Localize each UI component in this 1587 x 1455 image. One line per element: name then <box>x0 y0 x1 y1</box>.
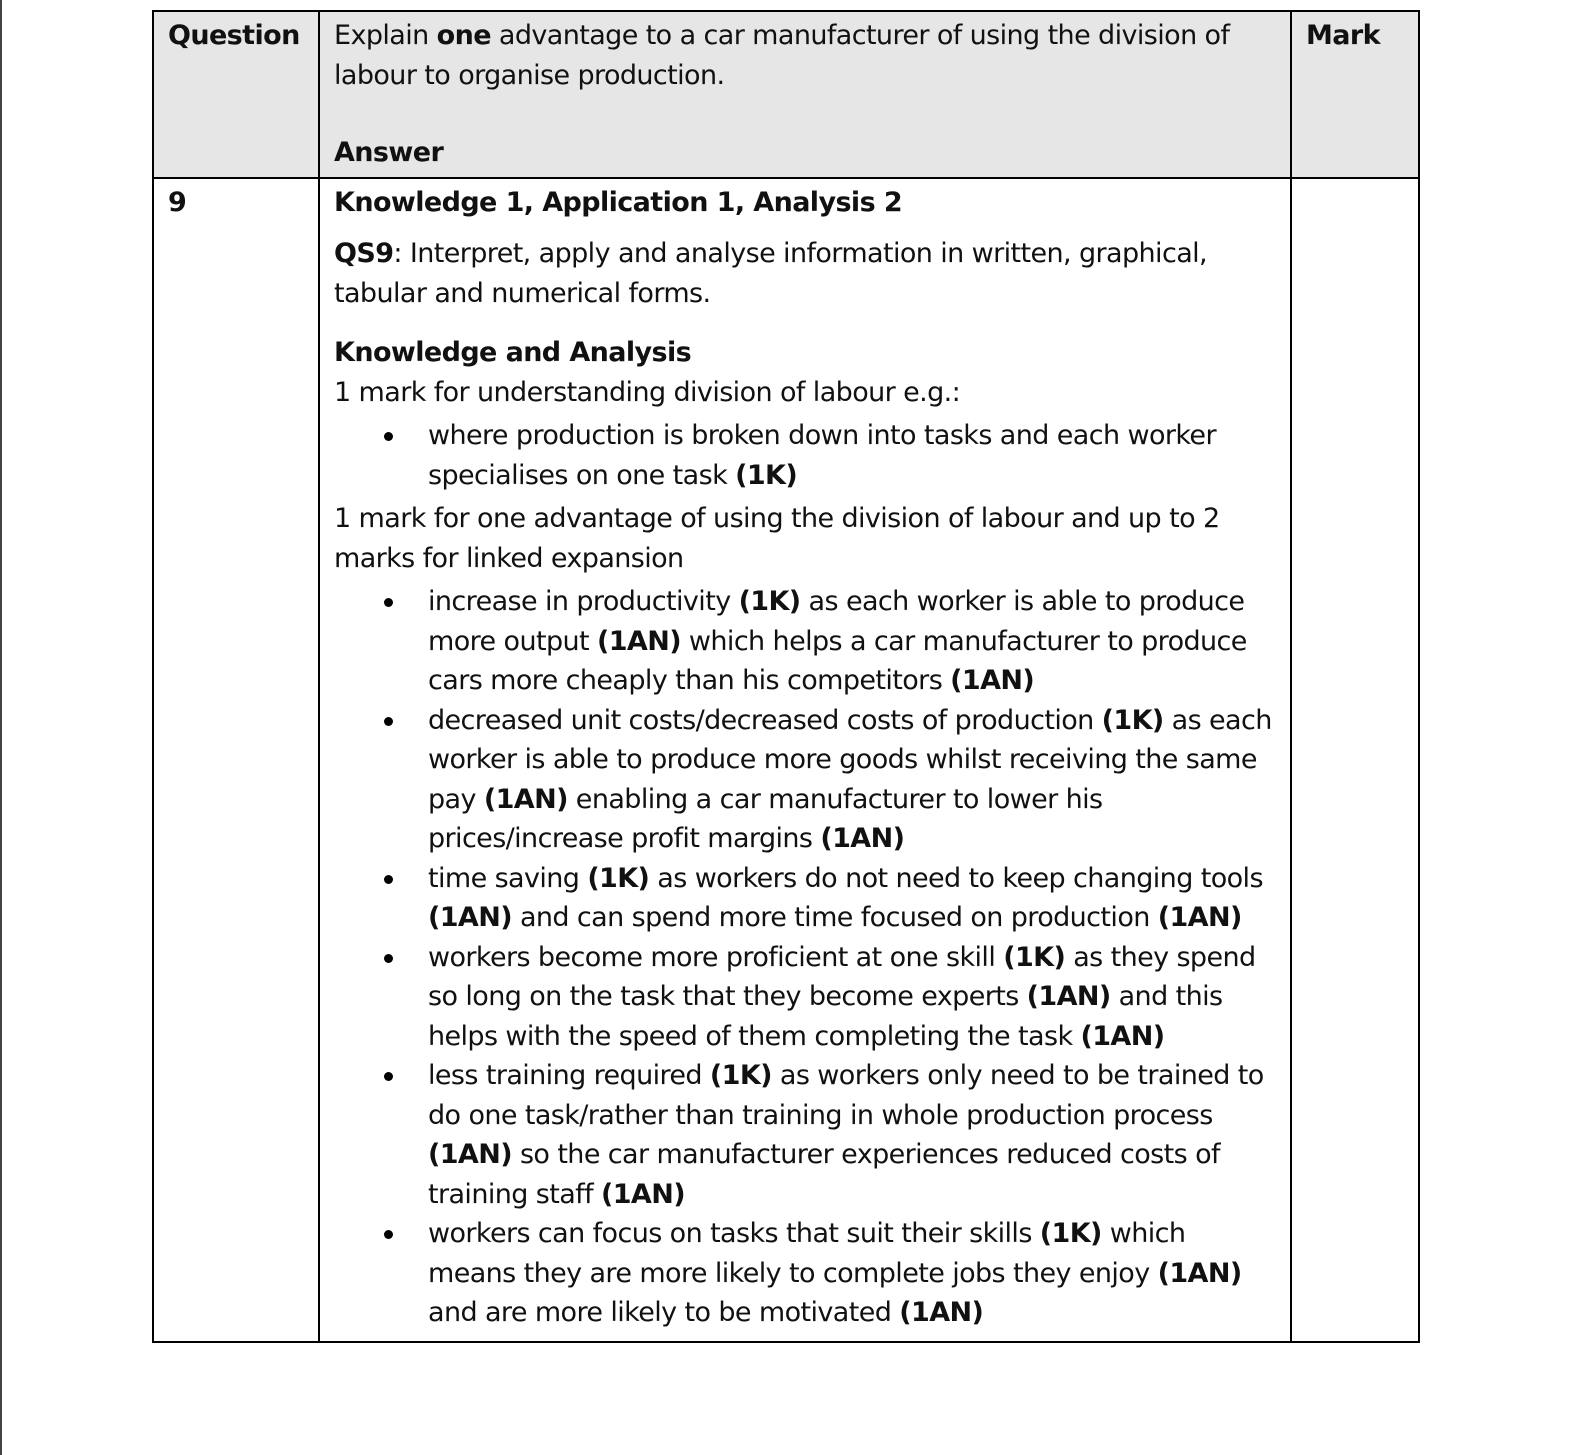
list-item: workers become more proficient at one skill (1K) as they spend so long on the task that they become experts (1AN) and this helps with the speed of them completing the task (1AN) <box>428 938 1276 1057</box>
answer-label: Answer <box>334 137 444 168</box>
knowledge-bullet-list <box>334 416 1276 495</box>
mark-scheme-table <box>152 10 1420 1343</box>
page-left-edge <box>0 0 2 1455</box>
list-item: workers can focus on tasks that suit their skills (1K) which means they are more likely to complete jobs they enjoy (1AN) and are more likely to be motivated (1AN) <box>428 1214 1276 1333</box>
question-label: Question <box>168 20 300 51</box>
mark-cell <box>1291 178 1419 1342</box>
question-text: Explain one advantage to a car manufacturer of using the division of labour to organise production. <box>334 20 1230 91</box>
question-number-cell <box>153 178 319 1342</box>
answer-cell <box>319 178 1291 1342</box>
qs-statement: QS9: Interpret, apply and analyse information in written, graphical, tabular and numerical forms. <box>334 238 1208 309</box>
list-item: where production is broken down into tasks and each worker specialises on one task (1K) <box>428 416 1276 495</box>
question-number: 9 <box>168 186 187 218</box>
knowledge-intro: 1 mark for understanding division of labour e.g.: <box>334 376 961 408</box>
list-item: increase in productivity (1K) as each worker is able to produce more output (1AN) which helps a car manufacturer to produce cars more cheaply than his competitors (1AN) <box>428 582 1276 701</box>
list-item: less training required (1K) as workers only need to be trained to do one task/rather than training in whole production process (1AN) so the car manufacturer experiences reduced costs of training staff (1AN) <box>428 1056 1276 1214</box>
table-header-row <box>153 11 1419 178</box>
list-item: time saving (1K) as workers do not need to keep changing tools (1AN) and can spend more time focused on production (1AN) <box>428 859 1276 938</box>
table-row <box>153 178 1419 1342</box>
advantage-bullet-list <box>334 582 1276 1333</box>
mark-label: Mark <box>1306 20 1380 51</box>
analysis-intro: 1 mark for one advantage of using the division of labour and up to 2 marks for linked expansion <box>334 503 1220 574</box>
question-text-cell <box>319 11 1291 178</box>
section-heading: Knowledge and Analysis <box>334 337 692 368</box>
mark-column-header <box>1291 11 1419 178</box>
marks-breakdown: Knowledge 1, Application 1, Analysis 2 <box>334 186 903 218</box>
question-column-header <box>153 11 319 178</box>
list-item: decreased unit costs/decreased costs of production (1K) as each worker is able to produce more goods whilst receiving the same pay (1AN) enabling a car manufacturer to lower his prices/increase profit margins (1AN) <box>428 701 1276 859</box>
